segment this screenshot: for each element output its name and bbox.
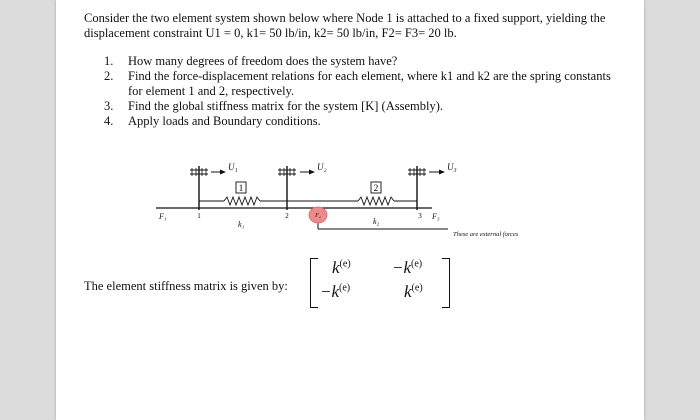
external-forces-note: These are external forces	[453, 231, 519, 238]
matrix-cell-21: $-k^{(e)}$	[320, 282, 351, 301]
question-item: 2. Find the force-displacement relations for each element, where k1 and k2 are the spring constants for element 1 and 2, respectively.	[104, 69, 611, 98]
spring-element-2	[287, 197, 417, 205]
element-1-number: 1	[238, 183, 244, 193]
document-page	[56, 0, 644, 420]
label-u1: U₁	[228, 162, 238, 172]
displacement-arrow-u1	[211, 170, 226, 175]
displacement-arrow-u3	[429, 170, 445, 175]
label-u3: U₃	[447, 162, 457, 172]
label-k1: k₁	[238, 220, 245, 229]
spring-element-1	[199, 197, 287, 205]
displacement-arrow-u2	[300, 170, 315, 175]
question-item: 1. How many degrees of freedom does the system have?	[104, 54, 398, 68]
node-2-post	[278, 166, 296, 210]
matrix-cell-12: $-k^{(e)}$	[392, 258, 423, 277]
matrix-left-bracket	[310, 258, 318, 308]
node-3-label: 3	[418, 212, 422, 220]
matrix-cell-22: $k^{(e)}$	[404, 282, 423, 301]
node-3-post	[408, 166, 426, 210]
label-u2: U₂	[317, 162, 327, 172]
stiffness-matrix-label: The element stiffness matrix is given by:	[84, 279, 288, 293]
problem-statement: Consider the two element system shown below where Node 1 is attached to a fixed support, yielding the displacement constraint U1 = 0, k1= 50 lb/in, k2= 50 lb/in, F2= F3= 20 lb.	[84, 11, 606, 40]
element-stiffness-matrix	[310, 258, 450, 308]
node-2-label: 2	[285, 212, 289, 220]
label-k2: k₂	[373, 217, 380, 226]
label-f3: F₃	[432, 212, 440, 221]
question-item: 3. Find the global stiffness matrix for the system [K] (Assembly).	[104, 99, 444, 113]
label-f2: F₂	[315, 213, 321, 219]
spring-system-diagram	[56, 0, 644, 420]
label-f1: F₁	[159, 212, 167, 221]
question-item: 4. Apply loads and Boundary conditions.	[104, 114, 321, 128]
f2-arrow	[316, 217, 449, 229]
node-1-label: 1	[197, 212, 201, 220]
element-2-number: 2	[373, 183, 379, 193]
matrix-right-bracket	[442, 258, 450, 308]
node-1-post	[190, 166, 208, 210]
matrix-cell-11: $k^{(e)}$	[332, 258, 351, 277]
